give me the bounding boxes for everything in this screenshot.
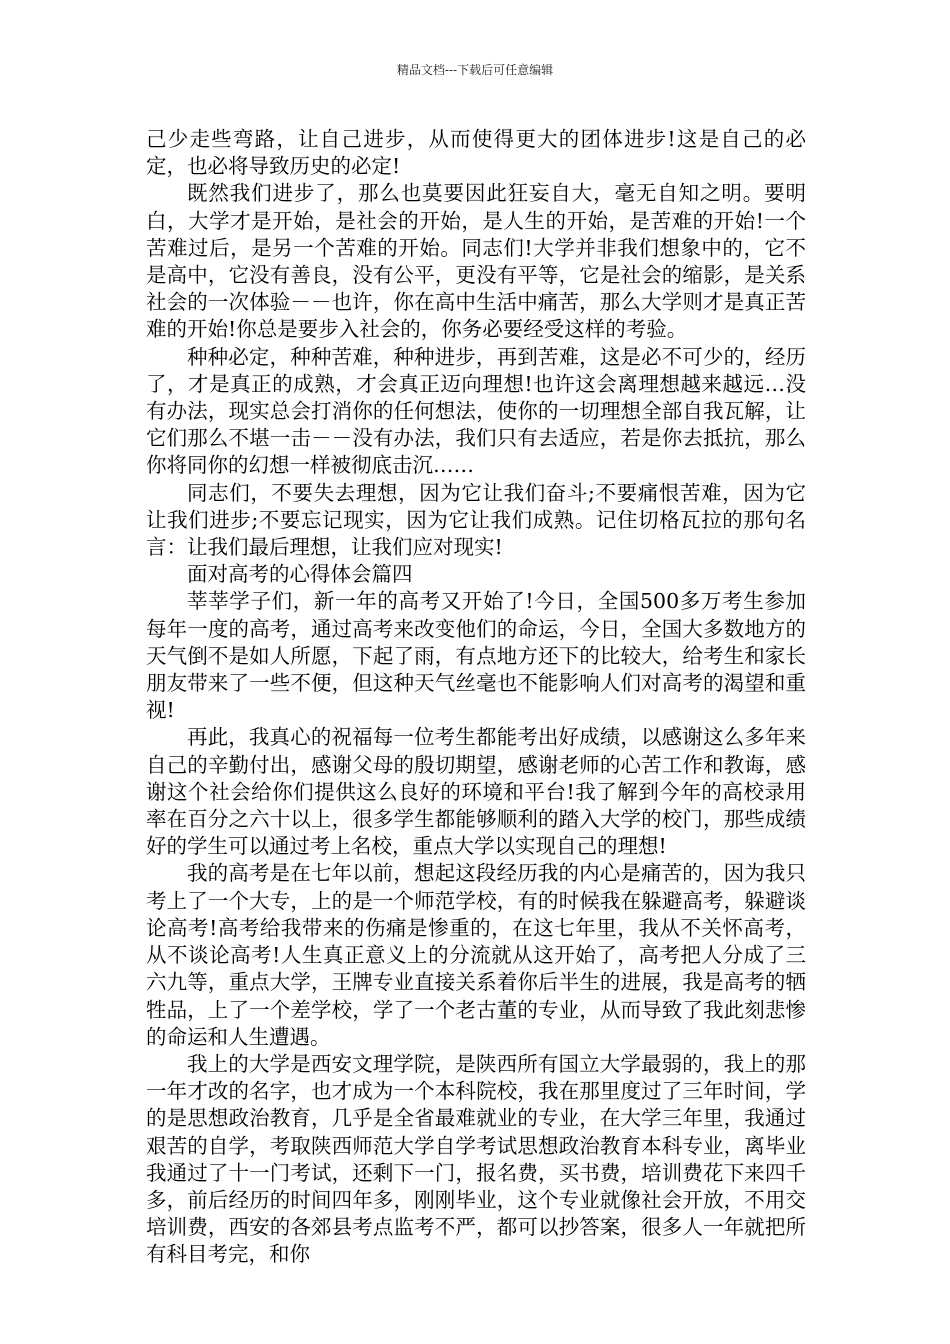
paragraph-7: 我的高考是在七年以前，想起这段经历我的内心是痛苦的，因为我只考上了一个大专，上的是一个师范学校，有的时候我在躲避高考，躲避谈论高考!高考给我带来的伤痛是惨重的，在这七年里，我从不关怀高考，从不谈论高考!人生真正意义上的分流就从这开始了，高考把人分成了三六九等，重点大学，王牌专业直接关系着你后半生的进展，我是高考的牺牲品，上了一个差学校，学了一个老古董的专业，从而导致了我此刻悲惨的命运和人生遭遇。 (146, 861, 806, 1049)
paragraph-8: 我上的大学是西安文理学院，是陕西所有国立大学最弱的，我上的那一年才改的名字，也才成为一个本科院校，我在那里度过了三年时间，学的是思想政治教育，几乎是全省最难就业的专业，在大学三年里，我通过艰苦的自学，考取陕西师范大学自学考试思想政治教育本科专业，离毕业我通过了十一门考试，还剩下一门，报名费，买书费，培训费花下来四千多，前后经历的时间四年多，刚刚毕业，这个专业就像社会开放，不用交培训费，西安的各郊县考点监考不严，都可以抄答案，很多人一年就把所有科目考完，和你 (146, 1051, 806, 1267)
paragraph-3: 种种必定，种种苦难，种种进步，再到苦难，这是必不可少的，经历了，才是真正的成熟，才会真正迈向理想!也许这会离理想越来越远…没有办法，现实总会打消你的任何想法，使你的一切理想全部自我瓦解，让它们那么不堪一击－－没有办法，我们只有去适应，若是你去抵抗，那么你将同你的幻想一样被彻底击沉…… (146, 344, 806, 478)
section-heading: 面对高考的心得体会篇四 (187, 562, 413, 587)
paragraph-2: 既然我们进步了，那么也莫要因此狂妄自大，毫无自知之明。要明白，大学才是开始，是社会的开始，是人生的开始，是苦难的开始!一个苦难过后，是另一个苦难的开始。同志们!大学并非我们想象中的，它不是高中，它没有善良，没有公平，更没有平等，它是社会的缩影，是关系社会的一次体验－－也许，你在高中生活中痛苦，那么大学则才是真正苦难的开始!你总是要步入社会的，你务必要经受这样的考验。 (146, 181, 806, 342)
document-body (146, 126, 806, 1269)
paragraph-6: 再此，我真心的祝福每一位考生都能考出好成绩，以感谢这么多年来自己的辛勤付出，感谢父母的殷切期望，感谢老师的心苦工作和教诲，感谢这个社会给你们提供这么良好的环境和平台!我了解到今年的高校录用率在百分之六十以上，很多学生都能够顺利的踏入大学的校门，那些成绩好的学生可以通过考上名校，重点大学以实现自己的理想! (146, 725, 806, 859)
page-header: 精品文档---下载后可任意编辑 (396, 63, 554, 77)
paragraph-4: 同志们，不要失去理想，因为它让我们奋斗;不要痛恨苦难，因为它让我们进步;不要忘记现实，因为它让我们成熟。记住切格瓦拉的那句名言：让我们最后理想，让我们应对现实! (146, 480, 806, 560)
paragraph-1: 己少走些弯路，让自己进步，从而使得更大的团体进步!这是自己的必定，也必将导致历史的必定! (146, 127, 806, 179)
paragraph-5: 莘莘学子们，新一年的高考又开始了!今日，全国500多万考生参加每年一度的高考，通过高考来改变他们的命运，今日，全国大多数地方的天气倒不是如人所愿，下起了雨，有点地方还下的比较大，给考生和家长朋友带来了一些不便，但这种天气丝毫也不能影响人们对高考的渴望和重视! (146, 589, 806, 723)
